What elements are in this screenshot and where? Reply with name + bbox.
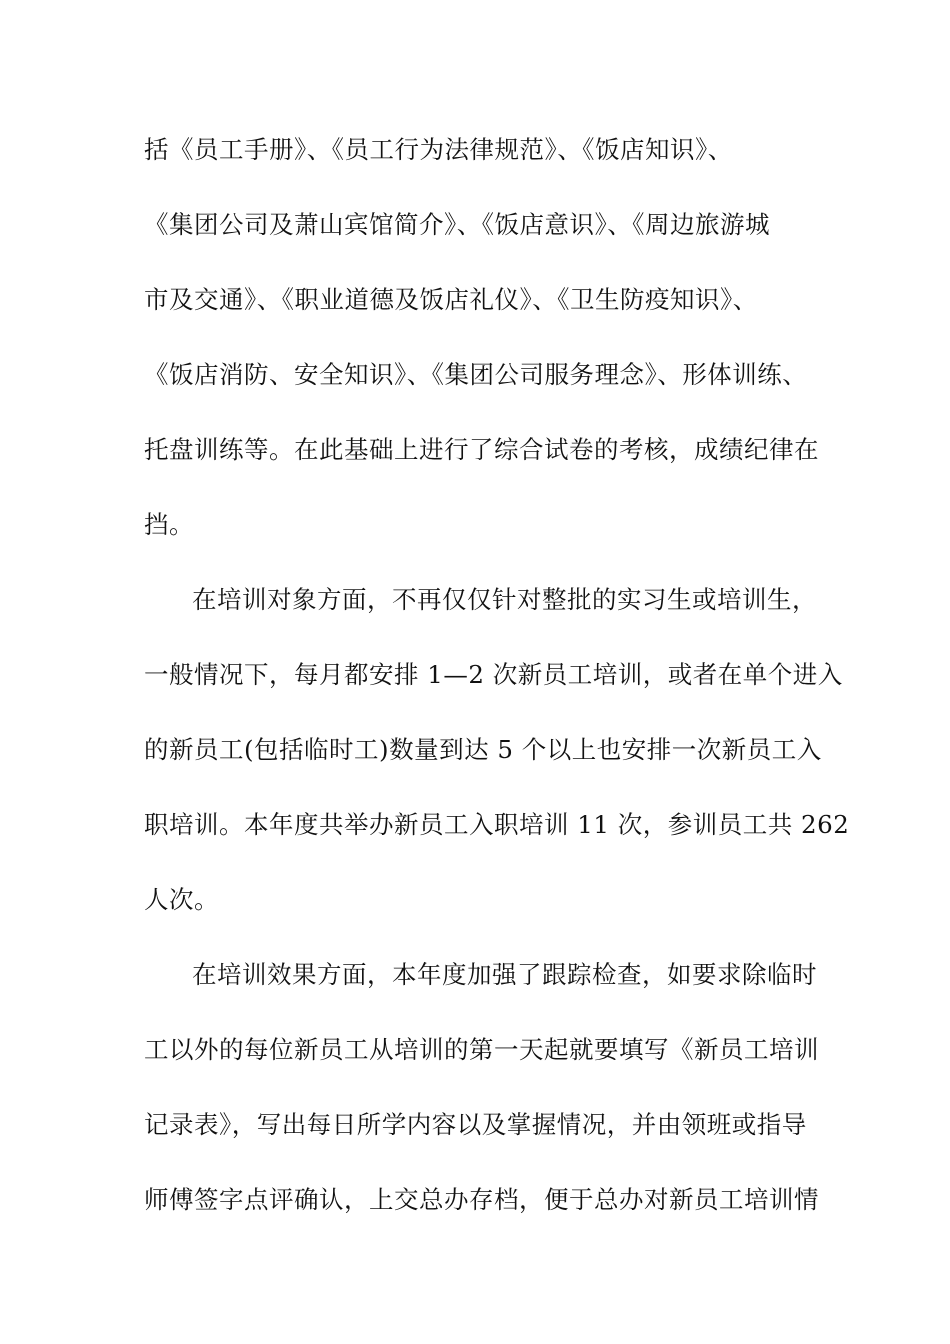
text-line-5: 托盘训练等。在此基础上进行了综合试卷的考核，成绩纪律在 [144, 435, 819, 464]
paragraph-3-line-1: 在培训效果方面，本年度加强了跟踪检查，如要求除临时 [192, 960, 817, 989]
paragraph-3-line-4: 师傅签字点评确认，上交总办存档，便于总办对新员工培训情 [144, 1185, 819, 1214]
paragraph-2-line-1: 在培训对象方面，不再仅仅针对整批的实习生或培训生， [192, 585, 817, 614]
text-line-3: 市及交通》、《职业道德及饭店礼仪》、《卫生防疫知识》、 [144, 285, 758, 314]
paragraph-3-line-2: 工以外的每位新员工从培训的第一天起就要填写《新员工培训 [144, 1035, 819, 1064]
text-line-2: 《集团公司及萧山宾馆简介》、《饭店意识》、《周边旅游城 [144, 210, 770, 239]
paragraph-2-line-3: 的新员工(包括临时工)数量到达 5 个以上也安排一次新员工入 [144, 735, 822, 764]
paragraph-2-line-2: 一般情况下，每月都安排 1—2 次新员工培训，或者在单个进入 [144, 660, 843, 689]
text-line-1: 括《员工手册》、《员工行为法律规范》、《饭店知识》、 [144, 135, 733, 164]
paragraph-3-line-3: 记录表》，写出每日所学内容以及掌握情况，并由领班或指导 [144, 1110, 807, 1139]
paragraph-2-line-4: 职培训。本年度共举办新员工入职培训 11 次，参训员工共 262 [144, 810, 850, 839]
paragraph-2-line-5: 人次。 [144, 885, 219, 914]
text-line-6: 挡。 [144, 510, 194, 539]
text-line-4: 《饭店消防、安全知识》、《集团公司服务理念》、形体训练、 [144, 360, 808, 389]
